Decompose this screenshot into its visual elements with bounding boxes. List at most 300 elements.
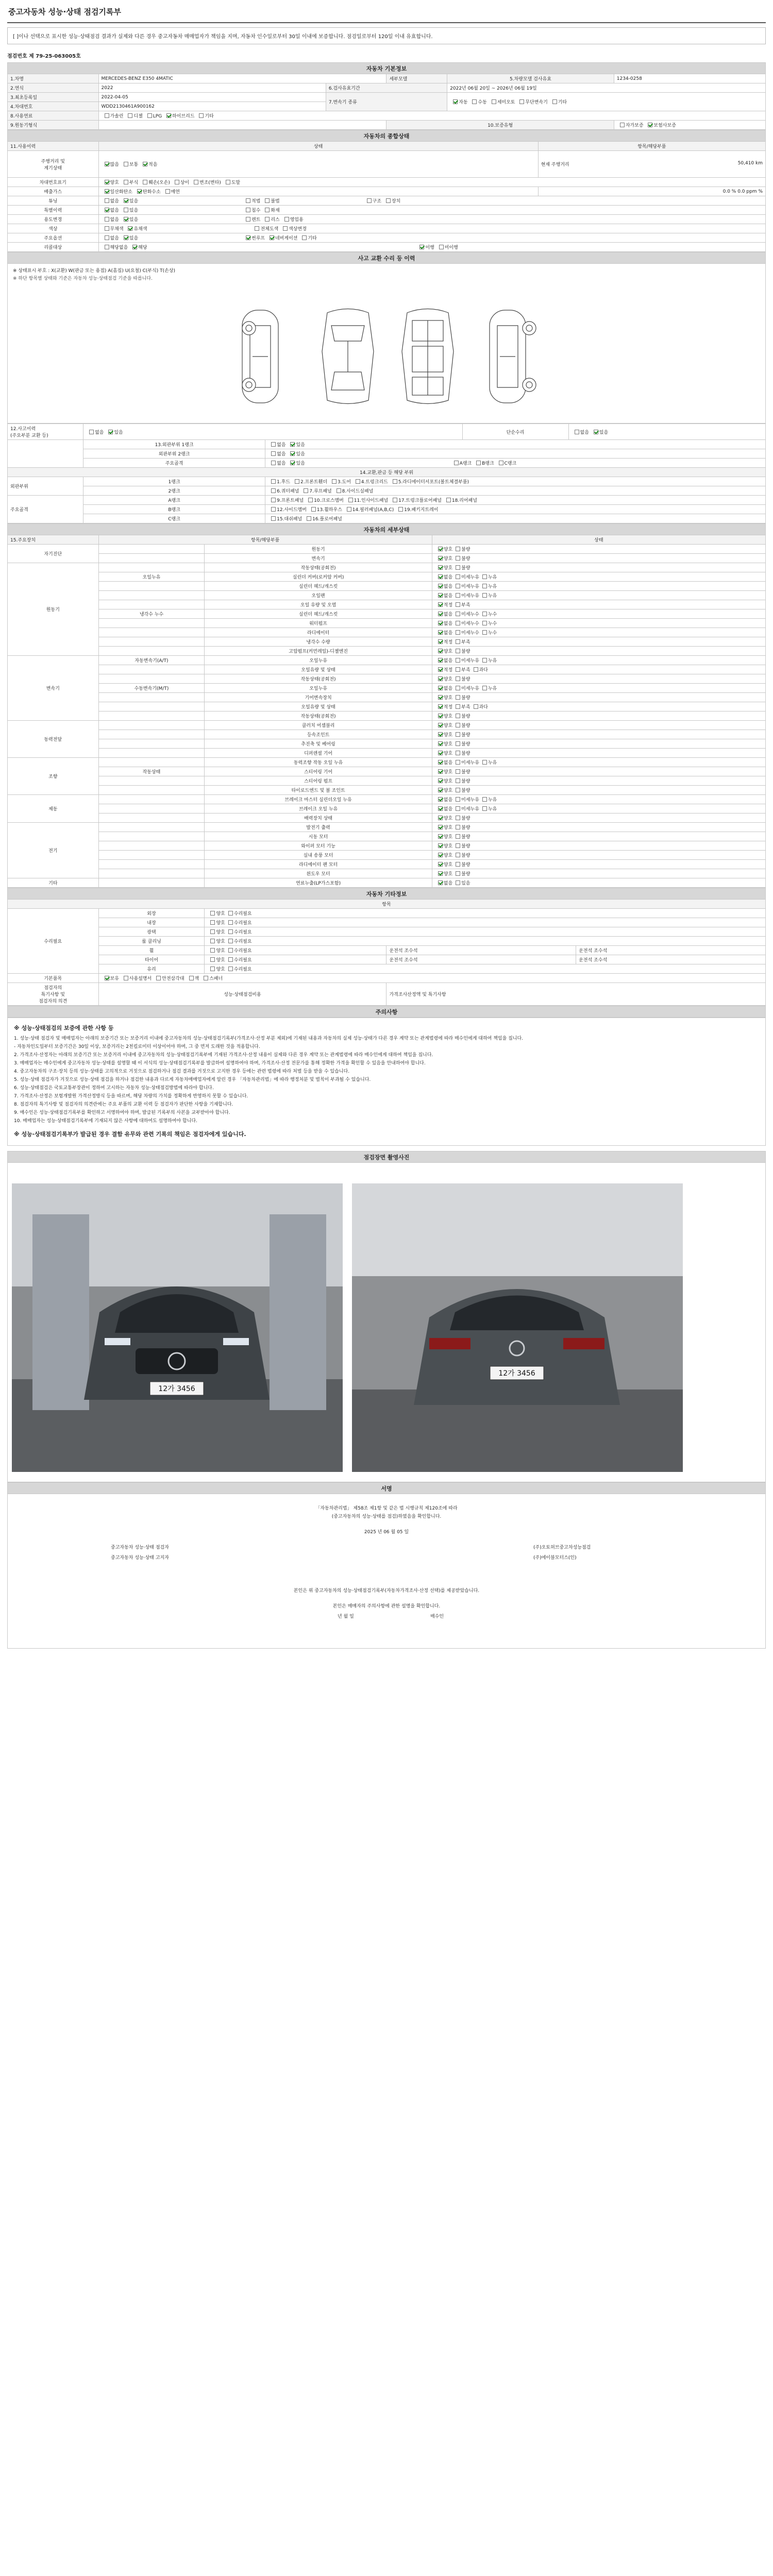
checkbox[interactable] (438, 806, 443, 811)
checkbox[interactable] (438, 630, 443, 635)
detail-part: 타이로드엔드 및 볼 조인트 (205, 786, 432, 795)
checkbox[interactable] (648, 123, 652, 127)
checkbox[interactable] (283, 226, 288, 231)
checkbox[interactable] (210, 948, 215, 953)
checkbox[interactable] (438, 556, 443, 561)
checkbox[interactable] (482, 593, 487, 598)
checkbox[interactable] (438, 593, 443, 598)
checkbox[interactable] (438, 788, 443, 792)
checkbox[interactable] (438, 834, 443, 839)
checkbox[interactable] (210, 939, 215, 943)
checkbox-label: 불량 (461, 751, 470, 756)
detail-part: 실린더 커버(로커암 커버) (205, 572, 432, 582)
checkbox[interactable] (456, 760, 460, 765)
checkbox[interactable] (482, 612, 487, 616)
checkbox[interactable] (290, 451, 295, 456)
detail-subgroup (98, 758, 205, 767)
photo-area (7, 1163, 766, 1482)
checkbox[interactable] (156, 976, 161, 980)
vin-mark-options: 양호 부식 훼손(오손) 상이 변조(변타) 도말 (98, 178, 765, 187)
checkbox[interactable] (438, 760, 443, 765)
checkbox[interactable] (132, 245, 137, 249)
checkbox[interactable] (438, 853, 443, 857)
checkbox[interactable] (482, 630, 487, 635)
car-top-view (322, 309, 374, 404)
checkbox[interactable] (347, 507, 351, 512)
checkbox[interactable] (337, 488, 341, 493)
checkbox[interactable] (367, 198, 372, 203)
document-title: 중고자동차 성능·상태 점검기록부 (7, 4, 766, 23)
engine-type-value (98, 121, 386, 130)
checkbox[interactable] (210, 957, 215, 962)
checkbox-label: 불량 (461, 566, 470, 571)
vin-mark-label: 차대번호표기 (8, 178, 99, 187)
checkbox[interactable] (594, 430, 598, 434)
checkbox[interactable] (89, 430, 94, 434)
checkbox[interactable] (143, 180, 147, 184)
checkbox[interactable] (332, 479, 337, 484)
checkbox[interactable] (438, 816, 443, 820)
checkbox-label: 양호 (443, 872, 453, 877)
front-plate: 12가 3456 (158, 1385, 195, 1393)
section-photo: 점검장면 촬영사진 (8, 1151, 766, 1163)
detail-subgroup (98, 832, 205, 841)
checkbox[interactable] (165, 189, 170, 194)
checkbox[interactable] (438, 621, 443, 625)
checkbox[interactable] (386, 198, 391, 203)
detail-part: 라디에이터 팬 모터 (205, 860, 432, 869)
checkbox[interactable] (456, 741, 460, 746)
checkbox[interactable] (105, 226, 109, 231)
checkbox[interactable] (439, 245, 444, 249)
detail-state-options (432, 702, 765, 711)
checkbox[interactable] (348, 498, 353, 502)
detail-group-label: 조향 (8, 758, 99, 795)
checkbox-label: 불량 (461, 862, 470, 868)
exchange-group-frame: 주요골격 (8, 496, 83, 523)
checkbox[interactable] (255, 226, 259, 231)
checkbox[interactable] (438, 714, 443, 718)
checkbox[interactable] (438, 639, 443, 644)
inspection-period-label: 6.검사유효기간 (326, 83, 447, 93)
checkbox[interactable] (456, 574, 460, 579)
checkbox[interactable] (137, 189, 142, 194)
checkbox-label: 불량 (461, 788, 470, 793)
checkbox[interactable] (105, 217, 109, 222)
checkbox[interactable] (456, 695, 460, 700)
checkbox-label: 양호 (443, 649, 453, 654)
exterior-rank-label (8, 440, 83, 468)
checkbox-label: 적정 (443, 705, 453, 710)
checkbox[interactable] (499, 461, 503, 465)
checkbox[interactable] (456, 732, 460, 737)
checkbox[interactable] (210, 911, 215, 916)
checkbox[interactable] (246, 198, 250, 203)
checkbox[interactable] (166, 113, 171, 118)
checkbox[interactable] (147, 113, 152, 118)
checkbox-label: 없음 (443, 658, 453, 664)
detail-state-options (432, 739, 765, 749)
checkbox[interactable] (210, 929, 215, 934)
checkbox[interactable] (456, 565, 460, 570)
checkbox[interactable] (492, 99, 496, 104)
checkbox-label: 부족 (461, 603, 470, 608)
checkbox-label: 양호 (443, 844, 453, 849)
checkbox[interactable] (105, 245, 109, 249)
caution-heading: ※ 성능·상태점검의 보증에 관한 사항 등 (14, 1025, 114, 1031)
checkbox[interactable] (438, 723, 443, 727)
checkbox[interactable] (271, 507, 276, 512)
mileage-options: 많음 보통 적음 (98, 151, 538, 178)
car-diagram-area (7, 264, 766, 423)
checkbox[interactable] (438, 825, 443, 829)
checkbox[interactable] (456, 584, 460, 588)
checkbox[interactable] (438, 862, 443, 867)
other-part: 룸 클리닝 (98, 937, 205, 946)
checkbox[interactable] (575, 430, 579, 434)
checkbox[interactable] (438, 778, 443, 783)
checkbox[interactable] (438, 612, 443, 616)
detail-part: 브레이크 오일 누유 (205, 804, 432, 814)
checkbox[interactable] (456, 547, 460, 551)
checkbox[interactable] (438, 649, 443, 653)
checkbox[interactable] (228, 939, 233, 943)
checkbox[interactable] (228, 957, 233, 962)
detail-state-options (432, 814, 765, 823)
checkbox[interactable] (456, 778, 460, 783)
wheel-side: 운전석 조수석 (576, 946, 766, 955)
checkbox[interactable] (228, 920, 233, 925)
checkbox[interactable] (456, 612, 460, 616)
checkbox-label: 불량 (461, 816, 470, 821)
special-history-label: 특별이력 (8, 206, 99, 215)
checkbox[interactable] (482, 574, 487, 579)
checkbox[interactable] (105, 235, 109, 240)
checkbox[interactable] (474, 704, 478, 709)
checkbox[interactable] (456, 880, 460, 885)
checkbox[interactable] (210, 920, 215, 925)
checkbox[interactable] (456, 871, 460, 876)
inspection-period-value: 2022년 06월 20일 ~ 2026년 06월 19일 (447, 83, 766, 93)
checkbox[interactable] (398, 507, 403, 512)
checkbox[interactable] (143, 162, 147, 166)
detail-subgroup (98, 702, 205, 711)
checkbox[interactable] (105, 189, 109, 194)
checkbox[interactable] (456, 834, 460, 839)
detail-subgroup (98, 776, 205, 786)
other-part: 타이어 (98, 955, 205, 964)
tuning-label: 튜닝 (8, 196, 99, 206)
checkbox[interactable] (105, 208, 109, 212)
checkbox[interactable] (271, 516, 276, 521)
checkbox[interactable] (438, 574, 443, 579)
detail-part: 실내 송풍 모터 (205, 851, 432, 860)
checkbox[interactable] (456, 639, 460, 644)
checkbox[interactable] (446, 498, 451, 502)
diagram-legend-note: ※ 하단 항목별 상태와 기준은 자동차 성능·상태점검 기준을 따릅니다. (13, 276, 153, 281)
exchange-rank: A랭크 (83, 496, 265, 505)
checkbox[interactable] (271, 479, 276, 484)
detail-subgroup (98, 739, 205, 749)
detail-state-options (432, 878, 765, 888)
checkbox[interactable] (438, 667, 443, 672)
detail-group-label: 변속기 (8, 656, 99, 721)
checkbox[interactable] (438, 584, 443, 588)
detail-state-options (432, 860, 765, 869)
checkbox[interactable] (228, 911, 233, 916)
checkbox-label: 없음 (443, 631, 453, 636)
detail-part: 등속조인트 (205, 730, 432, 739)
checkbox[interactable] (128, 226, 132, 231)
checkbox[interactable] (482, 686, 487, 690)
checkbox[interactable] (271, 488, 276, 493)
checkbox[interactable] (295, 479, 299, 484)
exterior-rank1-options: 없음 있음 (265, 440, 766, 449)
checkbox-label: 양호 (443, 816, 453, 821)
checkbox[interactable] (311, 507, 316, 512)
checkbox[interactable] (124, 217, 128, 222)
checkbox[interactable] (456, 676, 460, 681)
detail-state-options (432, 563, 765, 572)
checkbox[interactable] (438, 565, 443, 570)
detail-state-options (432, 841, 765, 851)
checkbox[interactable] (456, 788, 460, 792)
checkbox-label: 양호 (443, 742, 453, 747)
checkbox[interactable] (290, 442, 295, 447)
checkbox[interactable] (472, 99, 477, 104)
checkbox-label: 양호 (443, 547, 453, 552)
checkbox[interactable] (456, 704, 460, 709)
checkbox[interactable] (438, 741, 443, 746)
caution-line: 4. 중고자동차의 구조·장치 등의 성능·상태를 고의적으로 거짓으로 점검하거나 점검 결과를 거짓으로 고지한 경우 등에는 관련 법령에 따라 처벌 등을 받을 수 있습니다. (14, 1069, 350, 1074)
checkbox[interactable] (456, 769, 460, 774)
inspector-value: (주)오토허브중고차성능점검 (533, 1545, 591, 1550)
detail-part: 기어변속장치 (205, 693, 432, 702)
checkbox-label: 누수 (488, 621, 497, 626)
caution-line: 9. 매수인은 성능·상태점검기록부를 확인하고 서명하여야 하며, 발급된 기록부의 사본을 교부받아야 합니다. (14, 1110, 230, 1115)
detail-state-options (432, 795, 765, 804)
exchange-rank: 2랭크 (83, 486, 265, 496)
year-value: 2022 (98, 83, 326, 93)
checkbox[interactable] (438, 658, 443, 663)
checkbox[interactable] (620, 123, 625, 127)
checkbox[interactable] (476, 461, 481, 465)
checkbox[interactable] (124, 180, 128, 184)
checkbox[interactable] (308, 498, 313, 502)
checkbox[interactable] (438, 602, 443, 607)
caution-line: 6. 성능·상태점검은 국토교통부장관이 정하여 고시하는 자동차 성능·상태점검방법에 따라야 합니다. (14, 1086, 214, 1091)
checkbox[interactable] (246, 217, 250, 222)
checkbox[interactable] (456, 649, 460, 653)
checkbox[interactable] (189, 976, 194, 980)
checkbox[interactable] (438, 732, 443, 737)
checkbox[interactable] (246, 208, 250, 212)
checkbox[interactable] (124, 198, 128, 203)
detail-subgroup (98, 869, 205, 878)
checkbox[interactable] (124, 976, 128, 980)
checkbox[interactable] (453, 99, 458, 104)
checkbox[interactable] (438, 880, 443, 885)
estimator-value: (주)에이블모터스(인) (533, 1555, 577, 1561)
checkbox[interactable] (199, 113, 204, 118)
checkbox[interactable] (210, 967, 215, 971)
checkbox[interactable] (438, 686, 443, 690)
photo-section (7, 1151, 766, 1163)
checkbox[interactable] (307, 516, 311, 521)
checkbox[interactable] (438, 769, 443, 774)
checkbox[interactable] (265, 208, 270, 212)
checkbox[interactable] (265, 198, 270, 203)
detail-subgroup (98, 563, 205, 572)
checkbox[interactable] (456, 556, 460, 561)
section-caution: 주의사항 (8, 1006, 766, 1018)
checkbox[interactable] (456, 658, 460, 663)
exchange-rank: B랭크 (83, 505, 265, 514)
other-info-table: 자동차 기타정보 항목 수리필요 외장 양호 수리필요 내장 양호 수리필요 광택 양호 수리필요 룸 클리닝 양호 수리필요 휠 양호 수리필요 운전석 조수석 운전석 조수석 타이어 양호 수리필요 운전석 조수석 운전석 조수석 유리 양호 수리필요 기본품목 보유 사용설명서 안전삼각대 잭 스패너 점검자의 특기사항 및 점검자의 의견 성능·상태점검비용 가격조사산정액 및 특기사항 (7, 888, 766, 1006)
car-diagram (8, 290, 765, 418)
checkbox[interactable] (302, 235, 307, 240)
checkbox[interactable] (284, 217, 289, 222)
checkbox[interactable] (456, 630, 460, 635)
checkbox[interactable] (456, 686, 460, 690)
checkbox[interactable] (124, 162, 128, 166)
checkbox[interactable] (105, 113, 109, 118)
checkbox[interactable] (456, 853, 460, 857)
checkbox[interactable] (456, 714, 460, 718)
detail-part: 스티어링 펌프 (205, 776, 432, 786)
checkbox[interactable] (552, 99, 557, 104)
detail-state-options (432, 730, 765, 739)
caution-line: 3. 매매업자는 매수인에게 중고자동차 성능·상태를 설명할 때 이 서식의 성능·상태점검기록부를 발급하여 설명하여야 하며, 가격조사·산정 전문가를 통해 정확한 가격을 확인할 수 있음을 안내하여야 합니다. (14, 1061, 426, 1066)
checkbox[interactable] (438, 843, 443, 848)
checkbox[interactable] (124, 208, 128, 212)
checkbox[interactable] (456, 602, 460, 607)
detail-subgroup: 자동변속기(A/T) (98, 656, 205, 665)
checkbox[interactable] (105, 198, 109, 203)
checkbox[interactable] (271, 451, 276, 456)
checkbox-label: 적정 (443, 668, 453, 673)
checkbox[interactable] (438, 751, 443, 755)
checkbox-label: 미세누유 (461, 686, 479, 691)
checkbox[interactable] (456, 816, 460, 820)
checkbox[interactable] (271, 498, 276, 502)
checkbox-label: 누유 (488, 658, 497, 664)
checkbox[interactable] (456, 862, 460, 867)
detail-part: 변속기 (205, 554, 432, 563)
recall-label: 리콜대상 (8, 243, 99, 252)
checkbox[interactable] (456, 621, 460, 625)
buyer-date: 년 월 일 (338, 1614, 354, 1619)
checkbox[interactable] (393, 498, 397, 502)
detail-subgroup (98, 619, 205, 628)
car-name-label: 1.차명 (8, 74, 99, 83)
detail-part: 배력장치 상태 (205, 814, 432, 823)
checkbox[interactable] (482, 658, 487, 663)
checkbox[interactable] (265, 217, 270, 222)
checkbox[interactable] (519, 99, 524, 104)
checkbox[interactable] (474, 667, 478, 672)
checkbox[interactable] (290, 461, 295, 465)
checkbox[interactable] (228, 967, 233, 971)
color-label: 색상 (8, 224, 99, 233)
checkbox[interactable] (456, 751, 460, 755)
checkbox[interactable] (482, 797, 487, 802)
use-change-label: 용도변경 (8, 215, 99, 224)
document-number: 점검번호 제 79-25-063005호 (7, 54, 81, 59)
sign-section (7, 1482, 766, 1494)
checkbox[interactable] (271, 442, 276, 447)
checkbox[interactable] (128, 113, 132, 118)
checkbox[interactable] (438, 547, 443, 551)
section-accident: 사고 교환 수리 등 이력 (8, 252, 766, 264)
checkbox[interactable] (438, 704, 443, 709)
checkbox[interactable] (304, 488, 308, 493)
checkbox[interactable] (456, 806, 460, 811)
checkbox[interactable] (246, 235, 250, 240)
simple-repair-options: 없음 있음 (568, 424, 765, 440)
exchange-parts: 6.쿼터패널 7.루프패널 8.사이드실패널 (265, 486, 766, 496)
checkbox[interactable] (456, 667, 460, 672)
checkbox[interactable] (271, 461, 276, 465)
checkbox[interactable] (226, 180, 230, 184)
checkbox[interactable] (393, 479, 397, 484)
tire-side: 운전석 조수석 (386, 955, 576, 964)
detail-group-label: 원동기 (8, 563, 99, 656)
checkbox[interactable] (124, 235, 128, 240)
recall-options: 해당없음 해당 이행 미이행 (98, 243, 765, 252)
checkbox[interactable] (438, 695, 443, 700)
checkbox[interactable] (438, 871, 443, 876)
checkbox-label: 미세누수 (461, 621, 479, 626)
checkbox[interactable] (438, 676, 443, 681)
checkbox[interactable] (194, 180, 198, 184)
checkbox[interactable] (228, 948, 233, 953)
checkbox[interactable] (454, 461, 459, 465)
detail-part: 오일유량 및 상태 (205, 702, 432, 711)
detail-subgroup (98, 591, 205, 600)
checkbox[interactable] (419, 245, 424, 249)
checkbox[interactable] (105, 976, 109, 980)
checkbox-label: 양호 (443, 556, 453, 562)
checkbox[interactable] (228, 929, 233, 934)
detail-subgroup (98, 693, 205, 702)
checkbox[interactable] (438, 797, 443, 802)
checkbox-label: 불량 (461, 723, 470, 728)
checkbox[interactable] (356, 479, 360, 484)
checkbox[interactable] (456, 593, 460, 598)
checkbox[interactable] (105, 180, 109, 184)
checkbox[interactable] (270, 235, 274, 240)
checkbox[interactable] (456, 797, 460, 802)
detail-part: 와이퍼 모터 기능 (205, 841, 432, 851)
checkbox[interactable] (482, 621, 487, 625)
checkbox[interactable] (108, 430, 113, 434)
rear-car-image (352, 1183, 683, 1472)
checkbox[interactable] (456, 825, 460, 829)
checkbox[interactable] (456, 843, 460, 848)
checkbox-label: 부족 (461, 668, 470, 673)
checkbox[interactable] (204, 976, 208, 980)
year-label: 2.연식 (8, 83, 99, 93)
checkbox[interactable] (482, 806, 487, 811)
checkbox[interactable] (175, 180, 179, 184)
detail-part: 브레이크 마스터 실린더오일 누유 (205, 795, 432, 804)
checkbox[interactable] (105, 162, 109, 166)
checkbox[interactable] (482, 584, 487, 588)
checkbox[interactable] (456, 723, 460, 727)
checkbox[interactable] (482, 760, 487, 765)
detail-state-options (432, 767, 765, 776)
